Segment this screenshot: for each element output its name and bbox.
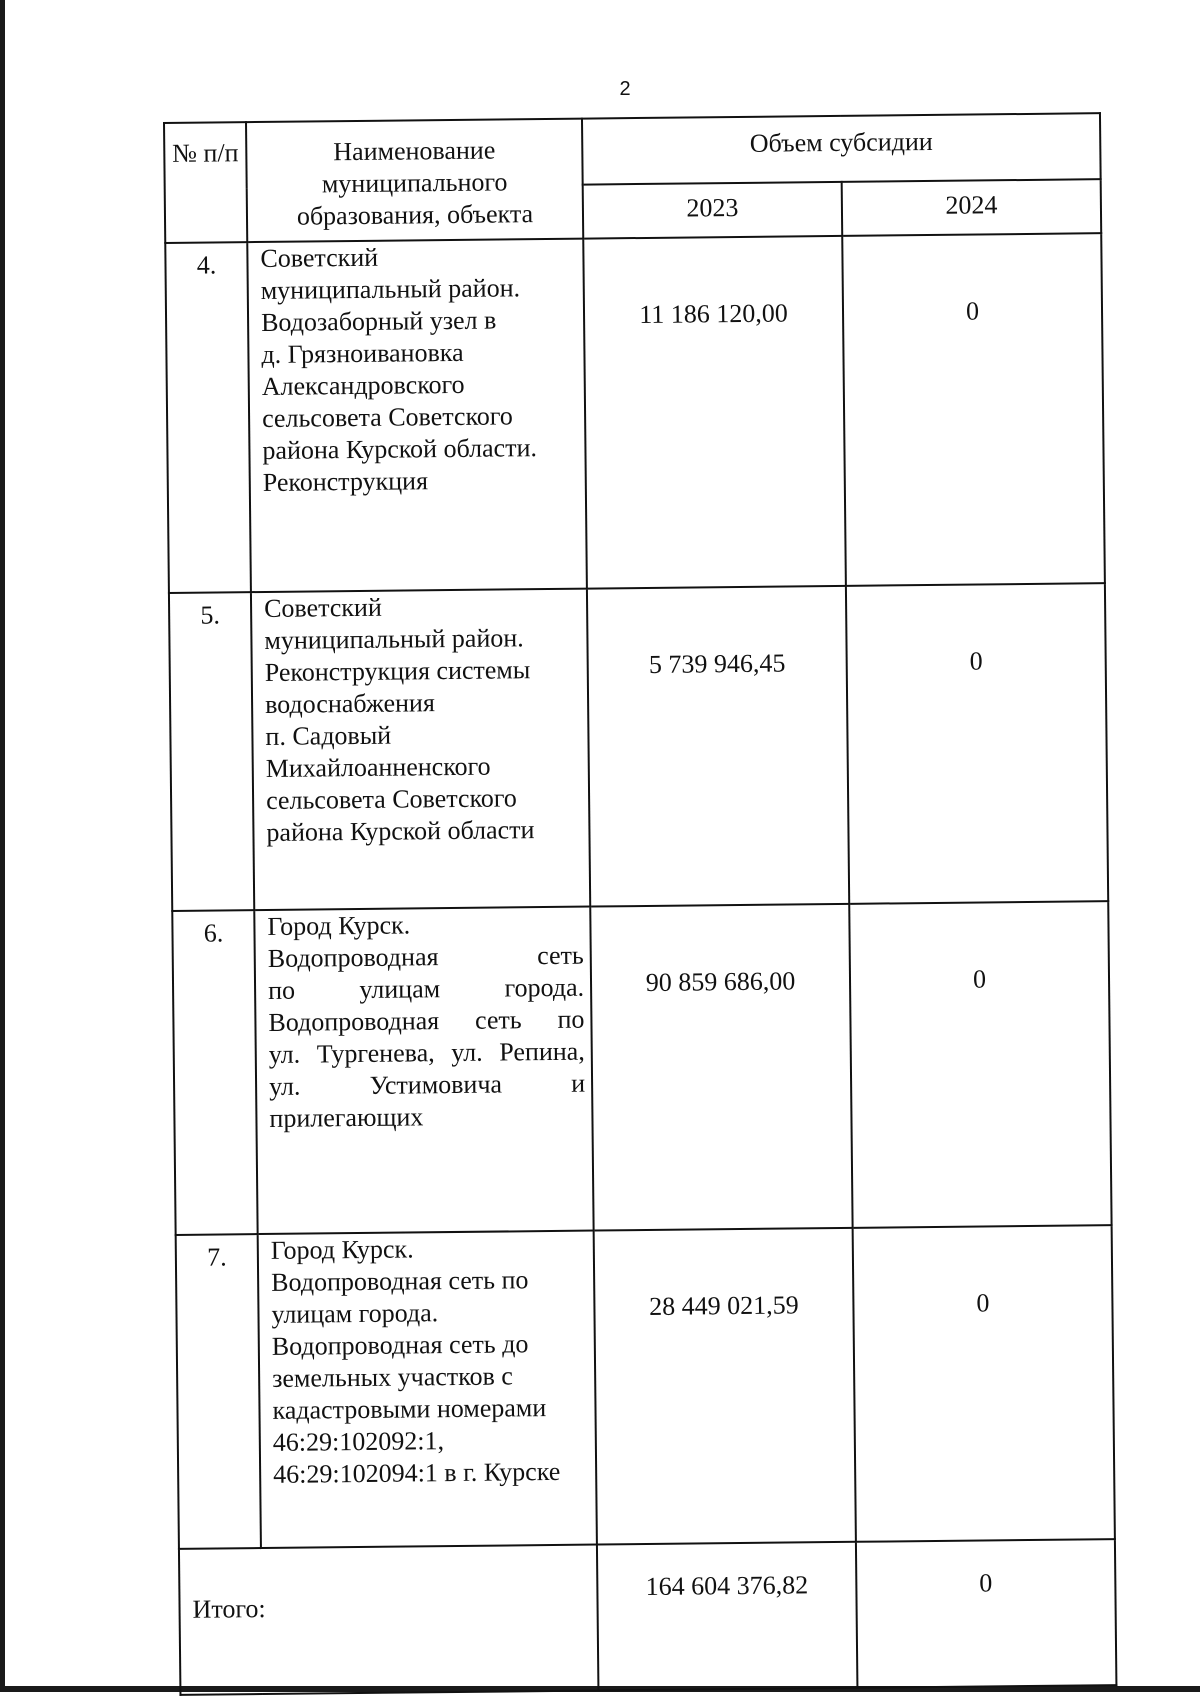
- name-line: района Курской области: [266, 815, 535, 847]
- name-line: по улицам города.: [267, 972, 585, 1005]
- scan-left-edge: [0, 0, 5, 1692]
- name-line: кадастровыми номерами: [272, 1393, 547, 1425]
- header-year-2023: [583, 182, 843, 239]
- header-subsidy-label: Объем субсидии: [749, 126, 933, 158]
- name-line: земельных участков с: [272, 1361, 513, 1393]
- name-line: Водопроводная сеть: [267, 940, 584, 973]
- name-line: 46:29:102092:1,: [272, 1426, 445, 1457]
- row-value-2023: 90 859 686,00: [590, 904, 852, 1231]
- row-object-name: [251, 589, 590, 911]
- name-line: ул. Устимовича и: [268, 1068, 586, 1101]
- name-line: ул. Тургенева, ул. Репина,: [268, 1036, 585, 1069]
- row-number: 5.: [169, 592, 254, 911]
- page-number: 2: [619, 78, 631, 100]
- name-line: сельсовета Советского: [261, 401, 513, 433]
- header-number-label: № п/п: [171, 138, 239, 168]
- row-value-2023: 11 186 120,00: [583, 236, 846, 589]
- row-value-2024: 0: [842, 233, 1105, 586]
- name-line: муниципальный район.: [264, 623, 524, 655]
- header-name-label: Наименование муниципального образования, объекта: [296, 135, 534, 231]
- table-row: [172, 901, 1111, 1235]
- name-line: Реконструкция системы: [264, 655, 531, 687]
- row-object-name: [254, 907, 593, 1235]
- name-line: Водозаборный узел в: [260, 305, 497, 337]
- name-line: прилегающих: [269, 1102, 424, 1133]
- name-line: 46:29:102094:1 в г. Курске: [273, 1456, 561, 1489]
- name-line: Советский: [260, 242, 379, 273]
- table-row: [169, 583, 1108, 911]
- total-value-2023: 164 604 376,82: [597, 1542, 858, 1691]
- total-row: [179, 1539, 1116, 1695]
- header-year-2023-label: 2023: [686, 192, 739, 223]
- header-number: [164, 122, 247, 243]
- header-year-2024: [842, 179, 1102, 236]
- header-name: [246, 119, 583, 243]
- total-value-2024: 0: [856, 1539, 1117, 1688]
- name-line: д. Грязноивановка: [261, 337, 464, 369]
- subsidy-table: [163, 112, 1117, 1696]
- row-value-2024: 0: [849, 901, 1111, 1228]
- row-object-name: [247, 239, 587, 592]
- header-subsidy: [582, 113, 1101, 184]
- name-line: Советский: [263, 592, 382, 623]
- name-line: Город Курск.: [267, 910, 411, 941]
- row-number: 4.: [165, 242, 251, 593]
- name-line: Водопроводная сеть по: [271, 1265, 529, 1297]
- header-year-2024-label: 2024: [945, 190, 998, 220]
- row-object-name: [258, 1231, 597, 1549]
- name-line: водоснабжения: [264, 688, 435, 719]
- table-header-row: [164, 113, 1101, 189]
- subsidy-table-container: [163, 112, 1115, 1696]
- row-number: 7.: [176, 1234, 261, 1549]
- table-row: [176, 1225, 1115, 1549]
- name-line: п. Садовый: [265, 720, 392, 751]
- name-line: улицам города.: [271, 1298, 439, 1329]
- name-line: Реконструкция: [262, 466, 429, 497]
- name-line: Александровского: [261, 369, 465, 401]
- row-value-2024: 0: [853, 1225, 1115, 1542]
- name-line: Водопроводная сеть по: [268, 1004, 585, 1037]
- name-line: Михайлоанненского: [265, 751, 491, 783]
- row-value-2023: 5 739 946,45: [587, 586, 849, 907]
- name-line: сельсовета Советского: [265, 783, 517, 815]
- name-line: района Курской области.: [262, 433, 538, 465]
- name-line: Город Курск.: [270, 1234, 414, 1265]
- total-label: Итого:: [179, 1545, 599, 1695]
- name-line: муниципальный район.: [260, 273, 521, 305]
- row-number: 6.: [172, 910, 257, 1235]
- row-value-2023: 28 449 021,59: [594, 1228, 856, 1545]
- row-value-2024: 0: [846, 583, 1108, 904]
- name-line: Водопроводная сеть до: [271, 1329, 529, 1361]
- table-row: [165, 233, 1105, 593]
